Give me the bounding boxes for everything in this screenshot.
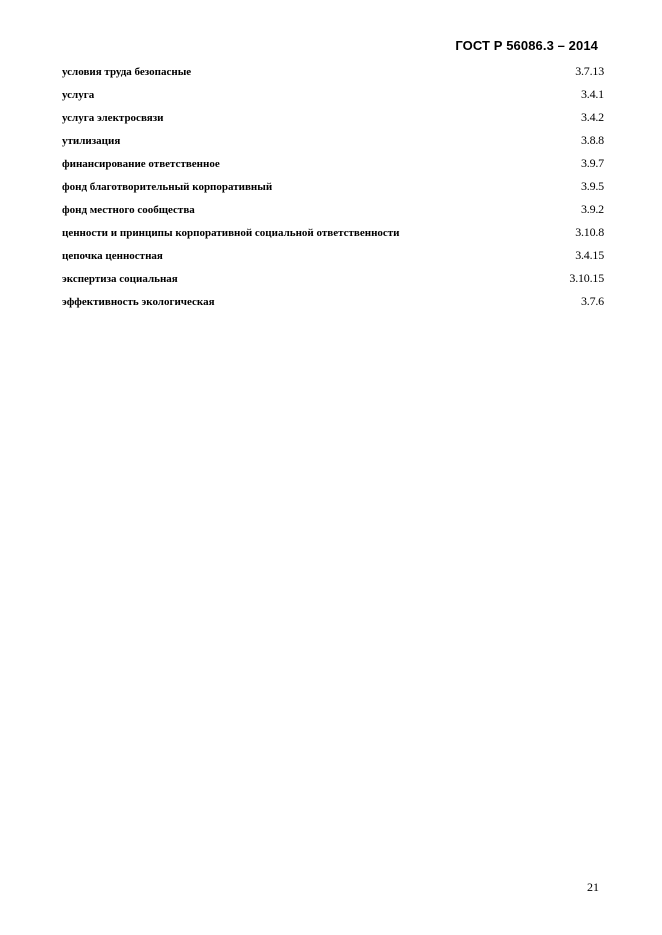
index-ref: 3.9.7 (580, 156, 604, 170)
index-ref: 3.4.15 (575, 248, 604, 262)
index-term: условия труда безопасные (62, 66, 192, 78)
index-ref: 3.10.8 (575, 225, 604, 239)
index-entry (62, 269, 604, 292)
index-entry (62, 108, 604, 131)
index-entry (62, 200, 604, 223)
index-term: фонд благотворительный корпоративный (62, 181, 273, 193)
index-entry (62, 131, 604, 154)
index-ref: 3.9.2 (580, 202, 604, 216)
index-entry (62, 62, 604, 85)
index-term: утилизация (62, 135, 121, 147)
index-ref: 3.4.2 (580, 110, 604, 124)
index-term: услуга (62, 89, 95, 101)
index-entry (62, 246, 604, 269)
index-term: цепочка ценностная (62, 250, 163, 262)
document-code-header: ГОСТ Р 56086.3 – 2014 (455, 38, 598, 53)
index-ref: 3.7.13 (575, 64, 604, 78)
index-ref: 3.8.8 (580, 133, 604, 147)
index-term: услуга электросвязи (62, 112, 164, 124)
index-term: экспертиза социальная (62, 273, 178, 285)
index-term: ценности и принципы корпоративной социальной ответственности (62, 227, 400, 239)
page-number: 21 (587, 880, 599, 894)
term-index-list (62, 62, 604, 315)
index-ref: 3.10.15 (569, 271, 604, 285)
index-ref: 3.7.6 (580, 294, 604, 308)
index-entry (62, 85, 604, 108)
index-entry (62, 292, 604, 315)
index-term: финансирование ответственное (62, 158, 220, 170)
index-entry (62, 177, 604, 200)
index-term: эффективность экологическая (62, 296, 215, 308)
index-ref: 3.4.1 (580, 87, 604, 101)
index-ref: 3.9.5 (580, 179, 604, 193)
index-entry (62, 154, 604, 177)
index-term: фонд местного сообщества (62, 204, 195, 216)
index-entry (62, 223, 604, 246)
